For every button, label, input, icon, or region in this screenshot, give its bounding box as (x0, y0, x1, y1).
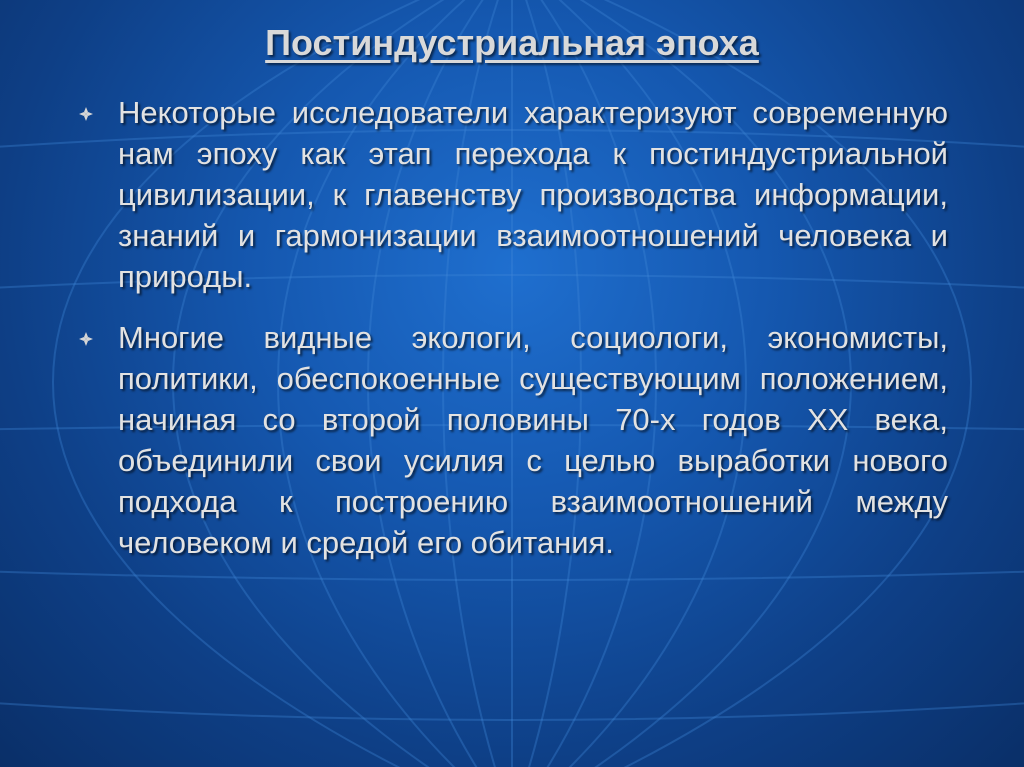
bullet-item (74, 317, 948, 563)
diamond-bullet-icon (78, 106, 94, 122)
bullet-list (74, 92, 948, 583)
diamond-bullet-icon (78, 331, 94, 347)
bullet-text: Некоторые исследователи характеризуют современную нам эпоху как этап перехода к постиндустриальной цивилизации, к главенству производства информации, знаний и гармонизации взаимоотношений человека и природы. (118, 95, 948, 294)
bullet-text: Многие видные экологи, социологи, экономисты, политики, обеспокоенные существующим положением, начиная со второй половины 70-х годов XX века, объединили свои усилия с целью выработки нового подхода к построению взаимоотношений между человеком и средой его обитания. (118, 320, 948, 560)
slide-title: Постиндустриальная эпоха (265, 22, 759, 63)
bullet-item (74, 92, 948, 297)
